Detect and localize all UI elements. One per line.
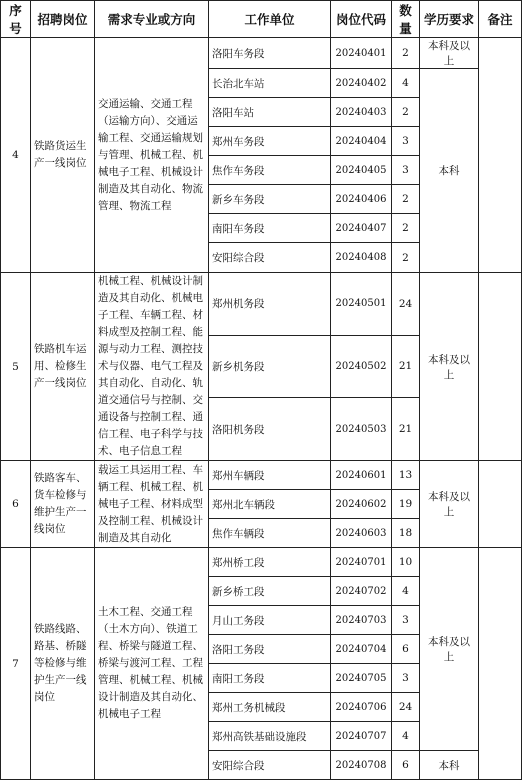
post-code: 20240707 — [331, 722, 392, 751]
work-unit: 安阳综合段 — [209, 243, 331, 273]
quantity: 6 — [392, 751, 420, 780]
post-code: 20240602 — [331, 490, 392, 519]
quantity: 18 — [392, 519, 420, 548]
group-seq: 6 — [1, 461, 31, 548]
work-unit: 洛阳车务段 — [209, 38, 331, 69]
post-code: 20240701 — [331, 548, 392, 577]
work-unit: 郑州工务机械段 — [209, 693, 331, 722]
group-major: 机械工程、机械设计制造及其自动化、机械电子工程、车辆工程、材料成型及控制工程、能源与动力工程、测控技术与仪器、电气工程及其自动化、自动化、轨道交通信号与控制、交通设备与控制工程、通信工程、电子科学与技术、电子信息工程 — [95, 273, 209, 461]
group-seq: 7 — [1, 548, 31, 780]
quantity: 2 — [392, 38, 420, 69]
post-code: 20240403 — [331, 98, 392, 127]
quantity: 3 — [392, 156, 420, 185]
header-unit: 工作单位 — [209, 1, 331, 38]
post-code: 20240603 — [331, 519, 392, 548]
remark-cell — [479, 38, 522, 273]
group-major: 交通运输、交通工程（运输方向）、交通运输工程、交通运输规划与管理、机械工程、机械电子工程、机械设计制造及其自动化、物流管理、物流工程 — [95, 38, 209, 273]
quantity: 2 — [392, 243, 420, 273]
work-unit: 月山工务段 — [209, 606, 331, 635]
work-unit: 郑州机务段 — [209, 273, 331, 336]
quantity: 2 — [392, 214, 420, 243]
post-code: 20240601 — [331, 461, 392, 490]
table-row — [1, 273, 522, 336]
remark-cell — [479, 548, 522, 780]
post-code: 20240503 — [331, 398, 392, 461]
post-code: 20240408 — [331, 243, 392, 273]
work-unit: 新乡车务段 — [209, 185, 331, 214]
work-unit: 洛阳车站 — [209, 98, 331, 127]
quantity: 3 — [392, 664, 420, 693]
education-requirement: 本科及以上 — [420, 461, 479, 548]
quantity: 2 — [392, 185, 420, 214]
work-unit: 长治北车站 — [209, 69, 331, 98]
quantity: 24 — [392, 693, 420, 722]
education-requirement: 本科及以上 — [420, 548, 479, 751]
remark-cell — [479, 273, 522, 461]
post-code: 20240401 — [331, 38, 392, 69]
quantity: 24 — [392, 273, 420, 336]
quantity: 4 — [392, 577, 420, 606]
education-requirement: 本科 — [420, 69, 479, 273]
education-requirement: 本科及以上 — [420, 273, 479, 461]
post-code: 20240502 — [331, 335, 392, 398]
header-remark: 备注 — [479, 1, 522, 38]
post-code: 20240703 — [331, 606, 392, 635]
post-code: 20240708 — [331, 751, 392, 780]
post-code: 20240405 — [331, 156, 392, 185]
post-code: 20240402 — [331, 69, 392, 98]
post-code: 20240501 — [331, 273, 392, 336]
quantity: 21 — [392, 398, 420, 461]
work-unit: 南阳车务段 — [209, 214, 331, 243]
header-seq: 序号 — [1, 1, 31, 38]
work-unit: 安阳综合段 — [209, 751, 331, 780]
work-unit: 洛阳机务段 — [209, 398, 331, 461]
post-code: 20240704 — [331, 635, 392, 664]
quantity: 6 — [392, 635, 420, 664]
work-unit: 郑州高铁基础设施段 — [209, 722, 331, 751]
quantity: 13 — [392, 461, 420, 490]
group-post: 铁路机车运用、检修生产一线岗位 — [31, 273, 95, 461]
post-code: 20240407 — [331, 214, 392, 243]
table-row — [1, 38, 522, 69]
work-unit: 焦作车务段 — [209, 156, 331, 185]
post-code: 20240406 — [331, 185, 392, 214]
group-major: 土木工程、交通工程（土木方向）、铁道工程、桥梁与隧道工程、桥梁与渡河工程、工程管理、机械工程、机械设计制造及其自动化、机械电子工程 — [95, 548, 209, 780]
post-code: 20240404 — [331, 127, 392, 156]
group-seq: 5 — [1, 273, 31, 461]
header-post: 招聘岗位 — [31, 1, 95, 38]
quantity: 2 — [392, 98, 420, 127]
education-requirement: 本科及以上 — [420, 38, 479, 69]
table-row — [1, 548, 522, 577]
work-unit: 郑州车务段 — [209, 127, 331, 156]
quantity: 4 — [392, 69, 420, 98]
work-unit: 新乡机务段 — [209, 335, 331, 398]
work-unit: 南阳工务段 — [209, 664, 331, 693]
work-unit: 郑州桥工段 — [209, 548, 331, 577]
work-unit: 新乡桥工段 — [209, 577, 331, 606]
education-requirement: 本科 — [420, 751, 479, 780]
work-unit: 郑州车辆段 — [209, 461, 331, 490]
quantity: 3 — [392, 606, 420, 635]
quantity: 4 — [392, 722, 420, 751]
post-code: 20240702 — [331, 577, 392, 606]
header-major: 需求专业或方向 — [95, 1, 209, 38]
work-unit: 焦作车辆段 — [209, 519, 331, 548]
group-seq: 4 — [1, 38, 31, 273]
group-post: 铁路客车、货车检修与维护生产一线岗位 — [31, 461, 95, 548]
header-row — [1, 1, 522, 38]
quantity: 10 — [392, 548, 420, 577]
group-post: 铁路货运生产一线岗位 — [31, 38, 95, 273]
post-code: 20240706 — [331, 693, 392, 722]
work-unit: 洛阳工务段 — [209, 635, 331, 664]
header-code: 岗位代码 — [331, 1, 392, 38]
group-major: 载运工具运用工程、车辆工程、机械工程、机械电子工程、材料成型及控制工程、机械设计制造及其自动化 — [95, 461, 209, 548]
quantity: 21 — [392, 335, 420, 398]
post-code: 20240705 — [331, 664, 392, 693]
quantity: 19 — [392, 490, 420, 519]
header-edu: 学历要求 — [420, 1, 479, 38]
header-count: 数量 — [392, 1, 420, 38]
table-row — [1, 461, 522, 490]
quantity: 3 — [392, 127, 420, 156]
work-unit: 郑州北车辆段 — [209, 490, 331, 519]
group-post: 铁路线路、路基、桥隧等检修与维护生产一线岗位 — [31, 548, 95, 780]
remark-cell — [479, 461, 522, 548]
